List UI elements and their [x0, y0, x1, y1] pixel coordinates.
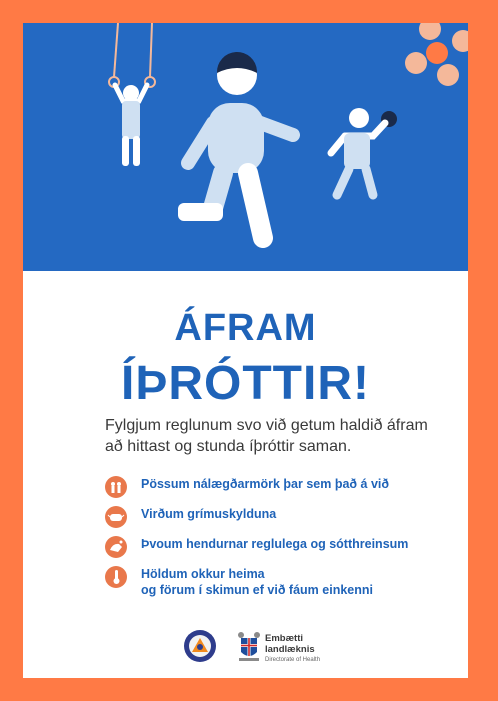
- poster-title-line2: ÍÞRÓTTIR!: [121, 357, 370, 410]
- walking-figure: [178, 52, 293, 238]
- org-name-line1: Embætti: [265, 633, 303, 644]
- org-name-line2: landlæknis: [265, 644, 315, 655]
- distance-icon: [105, 476, 127, 498]
- civil-protection-seal-icon: [183, 629, 217, 663]
- footer-logos: [183, 629, 333, 669]
- handwash-icon: [105, 536, 127, 558]
- rule-text: Pössum nálægðarmörk þar sem það á við: [141, 477, 389, 491]
- org-subtitle: Directorate of Health: [265, 657, 321, 663]
- rule-text: Virðum grímuskylduna: [141, 507, 277, 521]
- mask-icon: [105, 506, 127, 528]
- intro-text: Fylgjum reglunum svo við getum haldið áfram að hittast og stunda íþróttir saman.: [105, 417, 428, 455]
- thermometer-icon: [105, 566, 127, 588]
- rule-item-mask: [105, 506, 276, 528]
- rule-item-handwash: [105, 536, 408, 558]
- ball-player-figure: [331, 108, 397, 195]
- rule-item-distance: [105, 476, 389, 498]
- poster-title-line1: ÁFRAM: [174, 307, 317, 349]
- gymnast-figure: [109, 23, 155, 166]
- rule-text: Þvoum hendurnar reglulega og sótthreinsum: [141, 537, 409, 551]
- athletes-illustration: [23, 23, 468, 271]
- rule-item-thermometer: [105, 566, 373, 598]
- decorative-dots: [405, 23, 468, 86]
- poster-panel: [23, 23, 468, 678]
- coat-of-arms-icon: [236, 630, 262, 664]
- hero-illustration: [23, 23, 468, 271]
- health-directorate-logo-text: [265, 633, 320, 666]
- rule-text: Höldum okkur heima og förum í skimun ef við fáum einkenni: [141, 567, 373, 597]
